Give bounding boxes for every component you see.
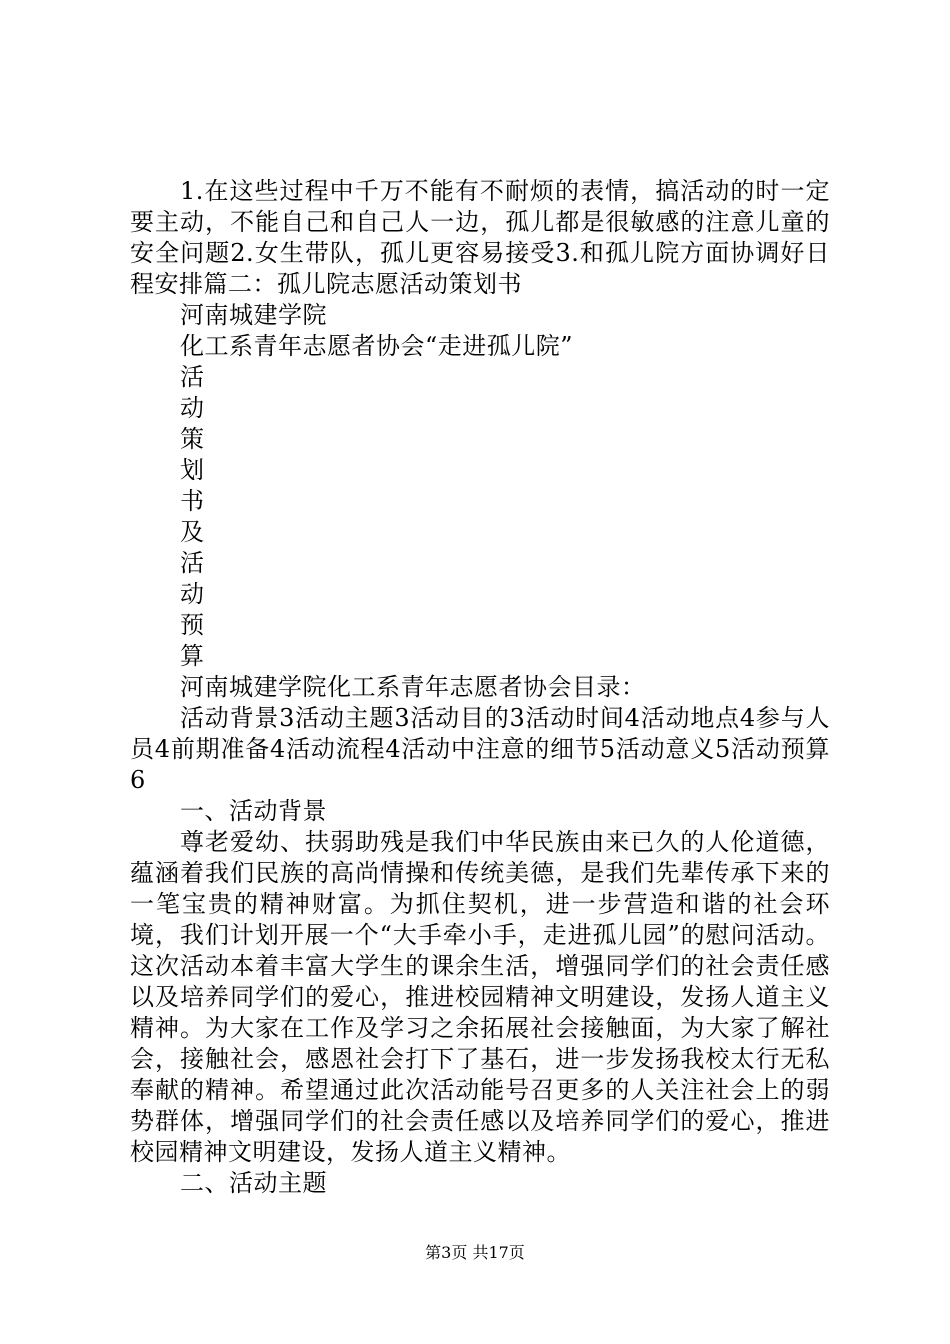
document-body [130,176,830,1199]
vertical-title-char: 策 [180,425,205,453]
vertical-title-char: 算 [180,642,205,670]
paragraph-school-name: 河南城建学院 [180,301,327,329]
vertical-title-char: 动 [180,580,205,608]
page-number-footer: 第3页 共17页 [425,1243,525,1262]
paragraph-association-title: 化工系青年志愿者协会“走进孤儿院” [180,332,574,360]
vertical-title-char: 预 [180,611,205,639]
section-heading-theme: 二、活动主题 [180,1169,327,1197]
vertical-title-char: 及 [180,518,205,546]
paragraph-toc-entries: 活动背景3活动主题3活动目的3活动时间4活动地点4参与人员4前期准备4活动流程4活动中注意的细节5活动意义5活动预算6 [130,704,830,794]
paragraph-toc-heading: 河南城建学院化工系青年志愿者协会目录： [180,673,646,701]
vertical-title-char: 活 [180,363,205,391]
paragraph-intro-tips: 1.在这些过程中千万不能有不耐烦的表情，搞活动的时一定要主动，不能自己和自己人一边，孤儿都是很敏感的注意儿童的安全问题2.女生带队，孤儿更容易接受3.和孤儿院方面协调好日程安排篇二：孤儿院志愿活动策划书 [130,177,830,298]
vertical-title-char: 活 [180,549,205,577]
vertical-title-char: 书 [180,487,205,515]
vertical-title-char: 划 [180,456,205,484]
paragraph-background-body: 尊老爱幼、扶弱助残是我们中华民族由来已久的人伦道德，蕴涵着我们民族的高尚情操和传统美德，是我们先辈传承下来的一笔宝贵的精神财富。为抓住契机，进一步营造和谐的社会环境，我们计划开展一个“大手牵小手，走进孤儿园”的慰问活动。这次活动本着丰富大学生的课余生活，增强同学们的社会责任感以及培养同学们的爱心，推进校园精神文明建设，发扬人道主义精神。为大家在工作及学习之余拓展社会接触面，为大家了解社会，接触社会，感恩社会打下了基石，进一步发扬我校太行无私奉献的精神。希望通过此次活动能号召更多的人关注社会上的弱势群体，增强同学们的社会责任感以及培养同学们的爱心，推进校园精神文明建设，发扬人道主义精神。 [130,828,830,1166]
section-heading-background: 一、活动背景 [180,797,327,825]
vertical-title-char: 动 [180,394,205,422]
